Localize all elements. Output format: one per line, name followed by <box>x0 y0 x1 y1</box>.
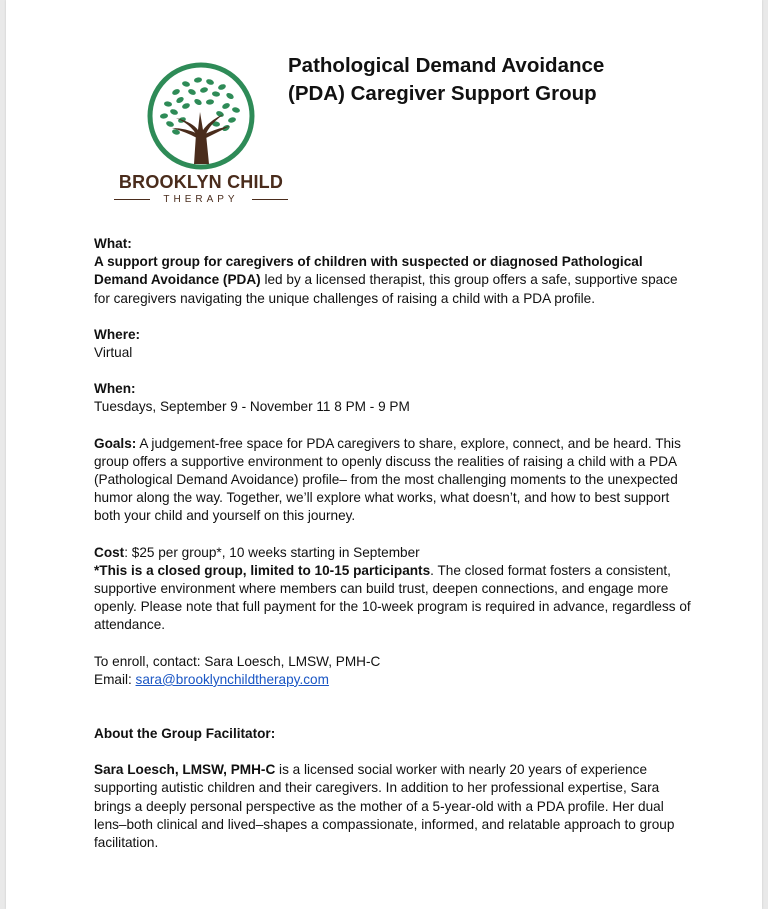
cost-note <box>94 562 694 635</box>
document-page <box>6 0 762 909</box>
cost-note-bold: *This is a closed group, limited to 10-15 participants <box>94 562 431 578</box>
title-line-2: (PDA) Caregiver Support Group <box>288 82 597 105</box>
document-body <box>94 235 694 852</box>
email-link[interactable]: sara@brooklynchildtherapy.com <box>135 671 329 687</box>
about-bio <box>94 761 694 852</box>
goals-paragraph <box>94 435 694 526</box>
when-value: Tuesdays, September 9 - November 11 8 PM - 9 PM <box>94 399 410 415</box>
what-rest: led by a licensed therapist, this group offers a safe, supportive space for caregivers navigating the unique challenges of raising a child with a PDA profile. <box>94 272 678 306</box>
logo-name: BROOKLYN CHILD <box>118 172 284 192</box>
enroll-contact: To enroll, contact: Sara Loesch, LMSW, PMH-C <box>94 653 381 669</box>
what-bold: A support group for caregivers of children with suspected or diagnosed Pathological Demand Avoidance (PDA) <box>94 254 643 288</box>
where-label: Where: <box>94 326 141 342</box>
logo-rule-right <box>252 199 288 200</box>
page-title <box>288 52 688 108</box>
goals-label: Goals: <box>94 435 137 451</box>
cost-label: Cost <box>94 544 125 560</box>
facilitator-bio: is a licensed social worker with nearly 20 years of experience supporting autistic children and their caregivers. In addition to her professional expertise, Sara brings a deeply personal perspective as the mother of a 5-year-old with a PDA profile. Her dual lens–both clinical and lived–shapes a compassionate, informed, and relatable approach to group facilitation. <box>94 762 675 851</box>
where-value: Virtual <box>94 345 133 361</box>
cost-line <box>94 544 694 562</box>
logo-sub: THERAPY <box>163 194 239 205</box>
what-text <box>94 253 694 308</box>
goals-text: A judgement-free space for PDA caregivers to share, explore, connect, and be heard. This group offers a supportive environment to openly discuss the realities of raising a child with a PDA (Pathological Demand Avoidance) profile– from the most challenging moments to the unexpected humor along the way. Together, we’ll explore what works, what doesn’t, and how to best support both your child and yourself on this journey. <box>94 435 681 524</box>
about-heading: About the Group Facilitator: <box>94 726 276 742</box>
cost-note-rest: . The closed format fosters a consistent, supportive environment where members can build trust, deepen connections, and engage more openly. Please note that full payment for the 10-week program is required in advance, regardless of attendance. <box>94 562 691 633</box>
tree-icon <box>106 62 296 172</box>
facilitator-name: Sara Loesch, LMSW, PMH-C <box>94 762 276 778</box>
cost-text: : $25 per group*, 10 weeks starting in September <box>124 544 420 560</box>
title-line-1: Pathological Demand Avoidance <box>288 54 605 77</box>
when-label: When: <box>94 381 136 397</box>
email-label: Email: <box>94 671 136 687</box>
what-label: What: <box>94 236 132 251</box>
brooklyn-child-therapy-logo <box>106 62 296 210</box>
enroll-email-line <box>94 671 694 689</box>
